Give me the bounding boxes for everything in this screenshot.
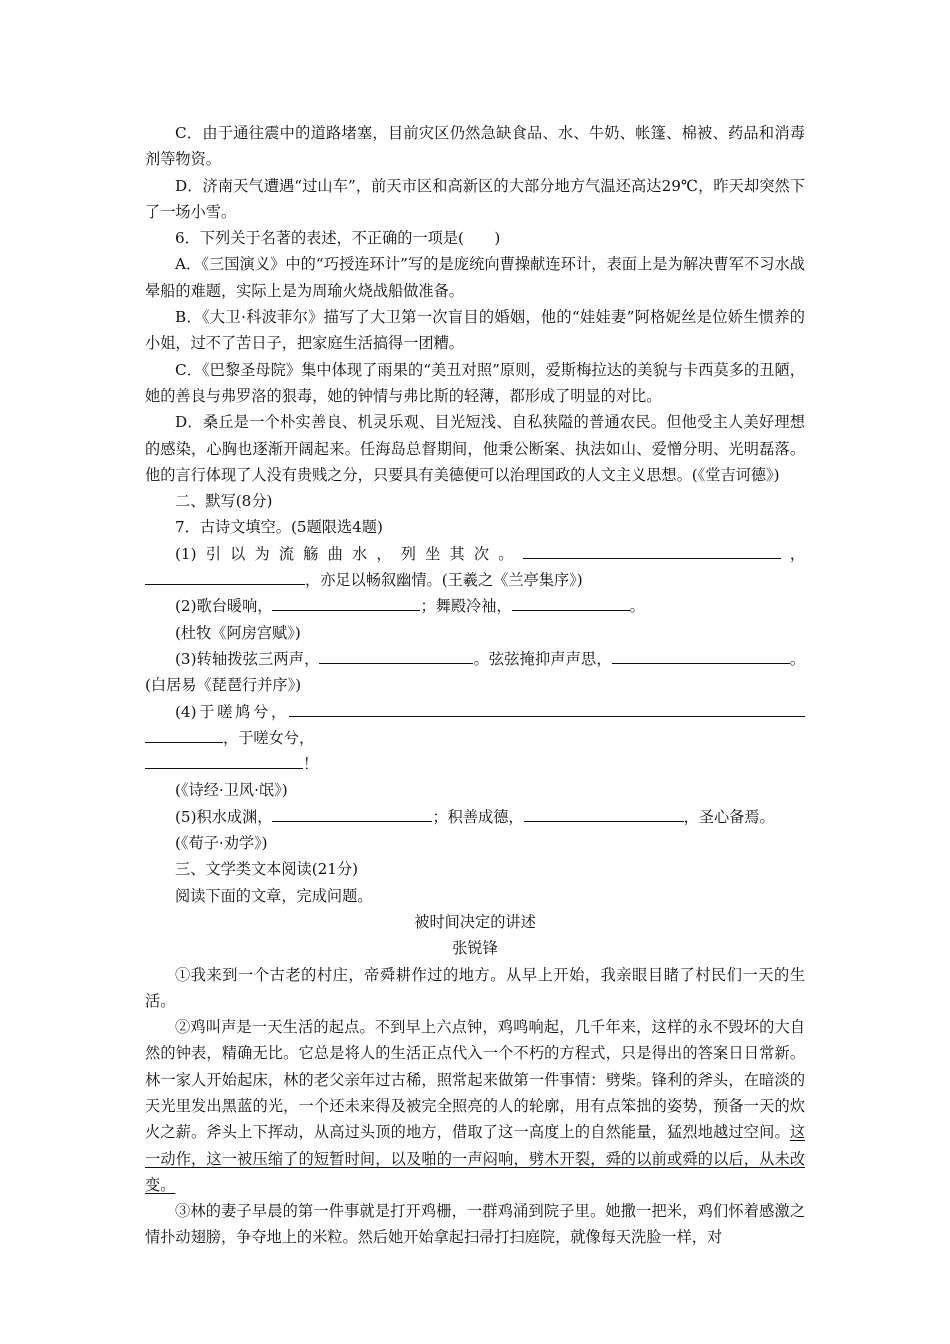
- q7-stem: 7．古诗文填空。(5题限选4题): [175, 518, 383, 537]
- q7-item-2-source: (杜牧《阿房宫赋》): [175, 623, 301, 642]
- q7-item-2: (2)歌台暖响， ；舞殿冷袖， 。: [145, 593, 805, 619]
- answer-blank[interactable]: [319, 646, 473, 664]
- q7-item-4-source: (《诗经·卫风·氓》): [175, 781, 288, 800]
- document-page: [145, 120, 805, 1251]
- answer-blank[interactable]: [145, 751, 303, 769]
- q5-option-c: C．由于通往震中的道路堵塞，目前灾区仍然急缺食品、水、牛奶、帐篷、棉被、药品和消毒剂等物资。: [145, 124, 805, 169]
- section-3-heading: 三、文学类文本阅读(21分): [175, 860, 359, 879]
- answer-blank[interactable]: [523, 541, 781, 559]
- answer-blank[interactable]: [272, 804, 432, 822]
- article-author: 张锐锋: [452, 939, 498, 958]
- section-2-heading: 二、默写(8分): [175, 492, 273, 511]
- q7-item-5: (5)积水成渊， ；积善成德， ，圣心备焉。: [145, 804, 805, 830]
- q6-stem: 6．下列关于名著的表述，不正确的一项是( ): [175, 229, 501, 248]
- answer-blank[interactable]: [512, 593, 630, 611]
- q7-item-3: (3)转轴拨弦三两声， 。弦弦掩抑声声思， 。(白居易《琵琶行并序》): [145, 646, 805, 699]
- q6-option-d: D．桑丘是一个朴实善良、机灵乐观、目光短浅、自私狭隘的普通农民。但他受主人美好理想的感染，心胸也逐渐开阔起来。任海岛总督期间，他秉公断案、执法如山、爱憎分明、光明磊落。他的言行体现了人没有贵贱之分，只要具有美德便可以治理国政的人文主义思想。(《堂吉诃德》): [145, 413, 805, 484]
- answer-blank[interactable]: [272, 593, 420, 611]
- underlined-sentence: 这一动作，这一被压缩了的短暂时间，以及啪的一声闷响，劈木开裂，舜的以前或舜的以后，从未改变。: [145, 1123, 805, 1194]
- q7-item-5-source: (《荀子·劝学》): [175, 834, 268, 853]
- q7-item-1: (1)引以为流觞曲水，列坐其次。 ，，亦足以畅叙幽情。(王羲之《兰亭集序》): [145, 541, 805, 594]
- q5-option-d: D．济南天气遭遇“过山车”，前天市区和高新区的大部分地方气温还高达29℃，昨天却突然下了一场小雪。: [145, 176, 805, 221]
- answer-blank[interactable]: [612, 646, 762, 664]
- article-paragraph-1: ①我来到一个古老的村庄，帝舜耕作过的地方。从早上开始，我亲眼目睹了村民们一天的生活。: [145, 965, 805, 1010]
- answer-blank[interactable]: [524, 804, 684, 822]
- q6-option-c: C．《巴黎圣母院》集中体现了雨果的“美丑对照”原则，爱斯梅拉达的美貌与卡西莫多的丑陋，她的善良与弗罗洛的狠毒，她的钟情与弗比斯的轻薄，都形成了明显的对比。: [145, 360, 805, 405]
- answer-blank[interactable]: [762, 646, 790, 664]
- article-paragraph-3: ③林的妻子早晨的第一件事就是打开鸡栅，一群鸡涌到院子里。她撒一把米，鸡们怀着感激之情扑动翅膀，争夺地上的米粒。然后她开始拿起扫帚打扫庭院，就像每天洗脸一样，对: [145, 1202, 805, 1247]
- answer-blank[interactable]: [289, 699, 805, 717]
- q6-option-a: A．《三国演义》中的“巧授连环计”写的是庞统向曹操献连环计，表面上是为解决曹军不习水战晕船的难题，实际上是为周瑜火烧战船做准备。: [145, 255, 805, 300]
- reading-instruction: 阅读下面的文章，完成问题。: [175, 886, 373, 905]
- q7-item-4: (4)于嗟鸠兮，，于嗟女兮， ！: [145, 699, 805, 778]
- article-title: 被时间决定的讲述: [414, 912, 536, 931]
- answer-blank[interactable]: [145, 567, 305, 585]
- answer-blank[interactable]: [145, 725, 223, 743]
- article-paragraph-2: ②鸡叫声是一天生活的起点。不到早上六点钟，鸡鸣响起，几千年来，这样的永不毁坏的大自然的钟表，精确无比。它总是将人的生活正点代入一个不朽的方程式，只是得出的答案日日常新。林一家人开始起床，林的老父亲年过古稀，照常起来做第一件事情：劈柴。锋利的斧头，在暗淡的天光里发出黑蓝的光，一个还未来得及被完全照亮的人的轮廓，用有点笨拙的姿势，预备一天的炊火之薪。斧头上下挥动，从高过头顶的地方，借取了这一高度上的自然能量，猛烈地越过空间。这一动作，这一被压缩了的短暂时间，以及啪的一声闷响，劈木开裂，舜的以前或舜的以后，从未改变。: [145, 1018, 805, 1194]
- q6-option-b: B．《大卫·科波菲尔》描写了大卫第一次盲目的婚姻，他的“娃娃妻”阿格妮丝是位娇生惯养的小姐，过不了苦日子，把家庭生活搞得一团糟。: [145, 308, 805, 353]
